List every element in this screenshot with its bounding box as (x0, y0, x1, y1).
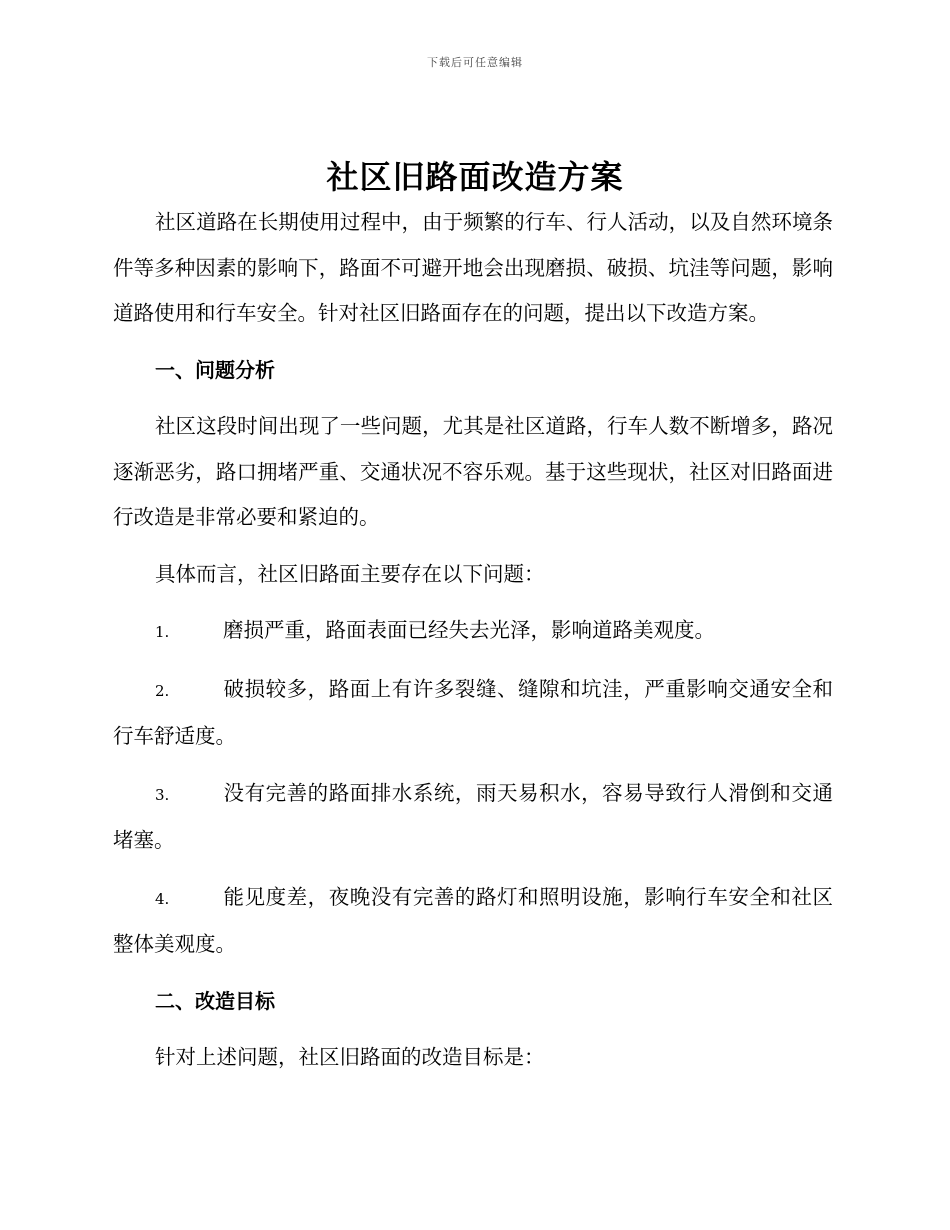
list-item-text: 磨损严重，路面表面已经失去光泽，影响道路美观度。 (223, 618, 715, 642)
list-item-text: 能见度差，夜晚没有完善的路灯和照明设施，影响行车安全和社区整体美观度。 (113, 884, 833, 956)
problem-list-item (113, 875, 833, 968)
list-item-number: 3. (155, 785, 170, 804)
spacer (113, 393, 833, 404)
spacer (113, 968, 833, 979)
spacer (113, 597, 833, 608)
section-heading-problem-analysis: 一、问题分析 (155, 357, 275, 382)
problem-analysis-paragraph: 社区这段时间出现了一些问题，尤其是社区道路，行车人数不断增多，路况逐渐恶劣，路口拥堵严重、交通状况不容乐观。基于这些现状，社区对旧路面进行改造是非常必要和紧迫的。 (113, 414, 833, 529)
problem-list-intro: 具体而言，社区旧路面主要存在以下问题： (155, 561, 545, 586)
document-body (113, 200, 833, 1081)
problem-list-item (113, 771, 833, 864)
spacer (113, 864, 833, 875)
list-item-number: 2. (155, 681, 170, 700)
spacer (113, 760, 833, 771)
spacer (113, 337, 833, 348)
list-item-text: 没有完善的路面排水系统，雨天易积水，容易导致行人滑倒和交通堵塞。 (113, 780, 833, 852)
list-item-text: 破损较多，路面上有许多裂缝、缝隙和坑洼，严重影响交通安全和行车舒适度。 (113, 676, 833, 748)
spacer (113, 1024, 833, 1035)
problem-list-item (113, 608, 833, 656)
section-heading-goals: 二、改造目标 (155, 988, 275, 1013)
problem-list-item (113, 667, 833, 760)
page-header-note: 下载后可任意编辑 (427, 56, 523, 69)
list-item-number: 1. (155, 623, 170, 641)
goals-intro-paragraph: 针对上述问题，社区旧路面的改造目标是： (155, 1045, 545, 1069)
list-item-number: 4. (155, 889, 170, 908)
document-title: 社区旧路面改造方案 (326, 158, 624, 196)
spacer (113, 541, 833, 552)
spacer (113, 656, 833, 667)
intro-paragraph: 社区道路在长期使用过程中，由于频繁的行车、行人活动，以及自然环境条件等多种因素的影响下，路面不可避开地会出现磨损、破损、坑洼等问题，影响道路使用和行车安全。针对社区旧路面存在的问题，提出以下改造方案。 (113, 210, 833, 325)
